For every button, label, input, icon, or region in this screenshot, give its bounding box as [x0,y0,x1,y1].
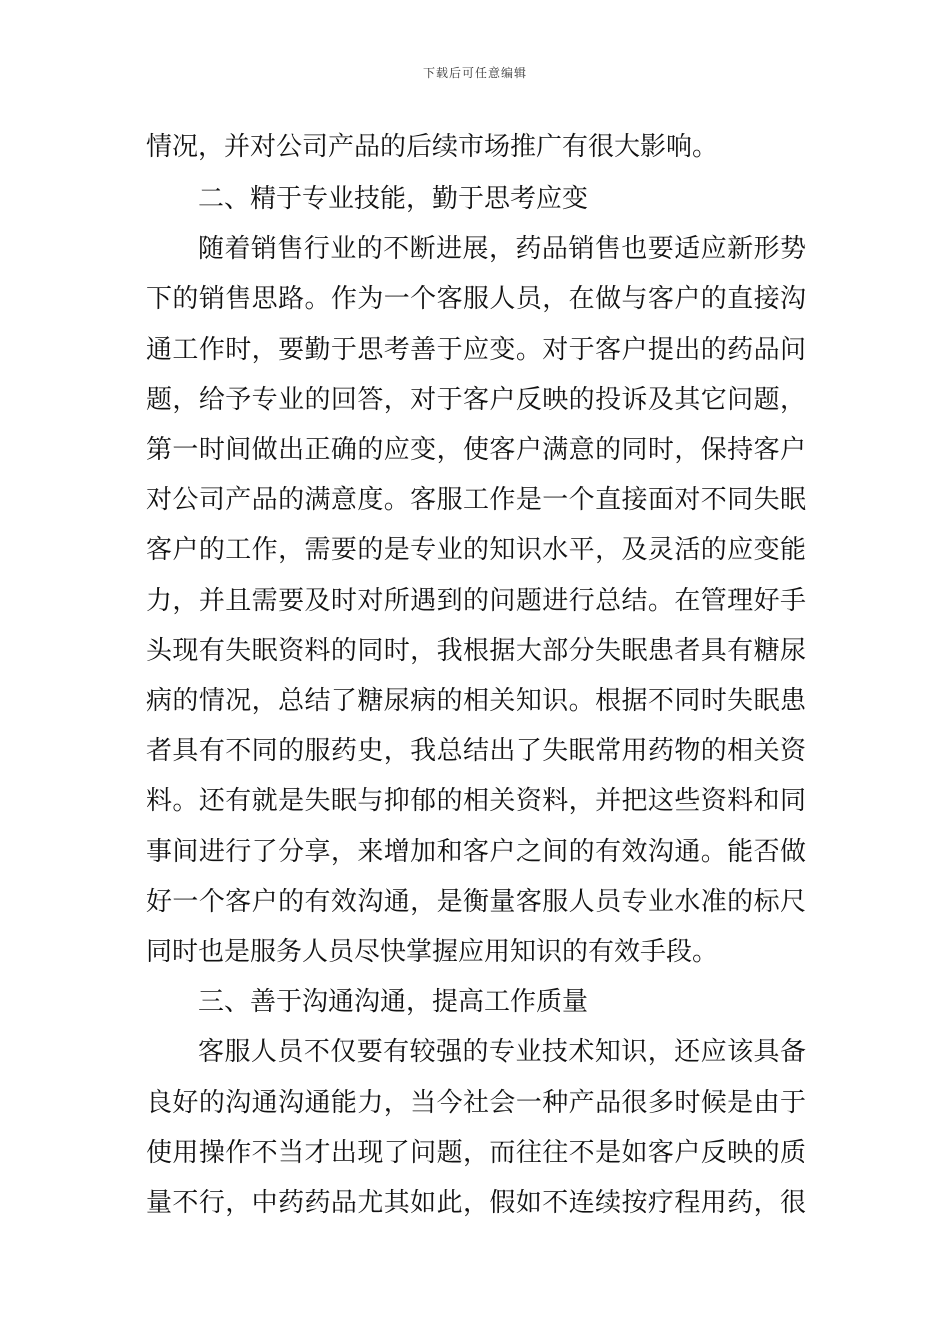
text-line-12: 病的情况，总结了糖尿病的相关知识。根据不同时失眠患 [146,686,806,716]
text-line-19: 客服人员不仅要有较强的专业技术知识，还应该具备 [198,1037,806,1067]
text-line-13: 者具有不同的服药史，我总结出了失眠常用药物的相关资 [146,736,806,766]
text-line-1: 情况，并对公司产品的后续市场推广有很大影响。 [146,132,719,162]
section-heading-2: 二、精于专业技能，勤于思考应变 [198,184,589,214]
text-line-15: 事间进行了分享，来增加和客户之间的有效沟通。能否做 [146,837,806,867]
text-line-20: 良好的沟通沟通能力，当今社会一种产品很多时候是由于 [146,1088,806,1118]
text-line-17: 同时也是服务人员尽快掌握应用知识的有效手段。 [146,937,719,967]
text-line-11: 头现有失眠资料的同时，我根据大部分失眠患者具有糖尿 [146,636,806,666]
section-heading-3: 三、善于沟通沟通，提高工作质量 [198,987,589,1017]
text-line-10: 力，并且需要及时对所遇到的问题进行总结。在管理好手 [146,586,806,616]
text-line-9: 客户的工作，需要的是专业的知识水平，及灵活的应变能 [146,535,806,565]
text-line-22: 量不行，中药药品尤其如此，假如不连续按疗程用药，很 [146,1188,806,1218]
text-line-4: 下的销售思路。作为一个客服人员，在做与客户的直接沟 [146,284,806,314]
text-line-6: 题，给予专业的回答，对于客户反映的投诉及其它问题， [146,385,806,415]
text-line-3: 随着销售行业的不断进展，药品销售也要适应新形势 [198,234,806,264]
page-header: 下载后可任意编辑 [422,66,527,80]
text-line-14: 料。还有就是失眠与抑郁的相关资料，并把这些资料和同 [146,786,806,816]
text-line-16: 好一个客户的有效沟通，是衡量客服人员专业水准的标尺 [146,887,806,917]
text-line-5: 通工作时，要勤于思考善于应变。对于客户提出的药品问 [146,335,806,365]
text-line-21: 使用操作不当才出现了问题，而往往不是如客户反映的质 [146,1138,806,1168]
text-line-8: 对公司产品的满意度。客服工作是一个直接面对不同失眠 [146,485,806,515]
text-line-7: 第一时间做出正确的应变，使客户满意的同时，保持客户 [146,435,806,465]
